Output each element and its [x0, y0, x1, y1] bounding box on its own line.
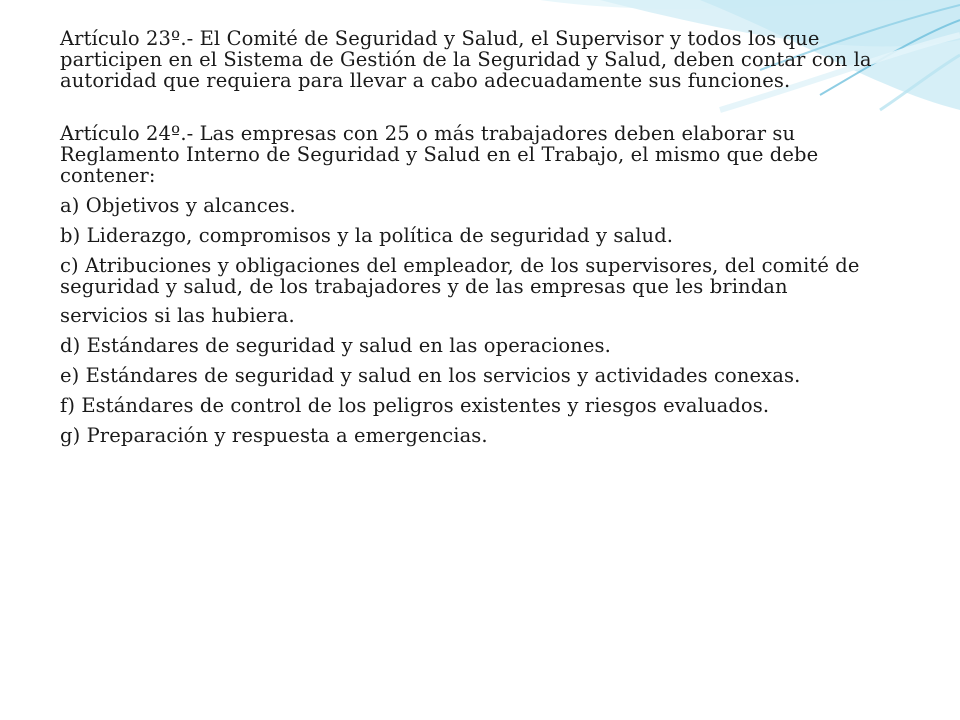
list-item-c: c) Atribuciones y obligaciones del empleador, de los supervisores, del comité de seguridad y salud, de los trabajadores y de las empresas que les brindan — [60, 254, 860, 298]
list-item-c-continuation: servicios si las hubiera. — [60, 304, 295, 327]
article-24-intro: Artículo 24º.- Las empresas con 25 o más trabajadores deben elaborar su Reglamento Interno de Seguridad y Salud en el Trabajo, el mismo que debe contener: — [60, 122, 819, 187]
slide-body — [60, 28, 920, 446]
list-item-b: b) Liderazgo, compromisos y la política de seguridad y salud. — [60, 224, 674, 247]
article-23-paragraph: Artículo 23º.- El Comité de Seguridad y Salud, el Supervisor y todos los que participen en el Sistema de Gestión de la Seguridad y Salud, deben contar con la autoridad que requiera para llevar a cabo adecuadamente sus funciones. — [60, 27, 872, 92]
list-item-g: g) Preparación y respuesta a emergencias. — [60, 424, 488, 447]
list-item-d: d) Estándares de seguridad y salud en las operaciones. — [60, 334, 611, 357]
paragraph-gap — [60, 91, 920, 123]
list-item-f: f) Estándares de control de los peligros existentes y riesgos evaluados. — [60, 394, 770, 417]
list-item-a: a) Objetivos y alcances. — [60, 194, 296, 217]
list-item-e: e) Estándares de seguridad y salud en los servicios y actividades conexas. — [60, 364, 801, 387]
